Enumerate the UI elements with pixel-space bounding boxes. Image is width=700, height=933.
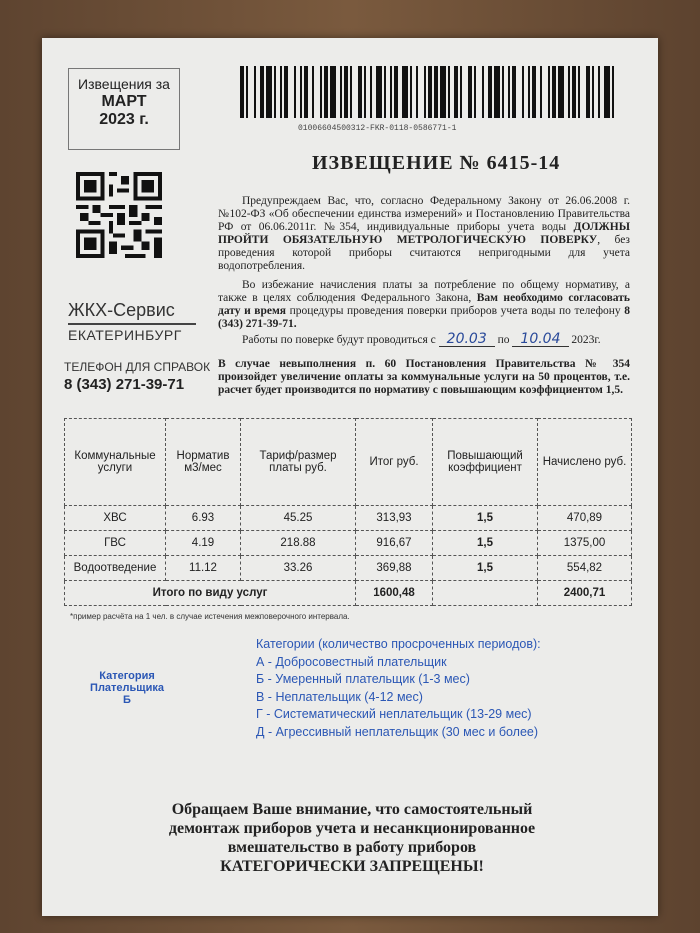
- cell-total: 369,88: [356, 556, 433, 581]
- paragraph-law-bold: ДОЛЖНЫ ПРОЙТИ ОБЯЗАТЕЛЬНУЮ МЕТРОЛОГИЧЕСКУЮ ПОВЕРКУ: [218, 221, 630, 246]
- period-month: МАРТ: [101, 93, 147, 110]
- categories-title: Категории (количество просроченных периодов):: [256, 637, 541, 651]
- cell-coef: 1,5: [433, 556, 538, 581]
- dates-prefix: Работы по поверке будут проводиться с: [242, 334, 436, 346]
- dates-mid: по: [497, 334, 510, 346]
- list-item: В - Неплательщик (4-12 мес): [256, 689, 423, 704]
- cell-service: ХВС: [65, 506, 166, 531]
- notice-title: ИЗВЕЩЕНИЕ № 6415-14: [312, 152, 561, 174]
- cell-tariff: 45.25: [241, 506, 356, 531]
- paragraph-schedule-bold: Вам необходимо согласовать дату и время: [218, 292, 630, 317]
- header-coef: Повышающий коэффициент: [433, 419, 538, 506]
- list-item: Д - Агрессивный неплательщик (30 мес и более): [256, 724, 539, 739]
- cell-norm: 6.93: [166, 506, 241, 531]
- company-logo: [68, 300, 196, 343]
- cell-norm: 11.12: [166, 556, 241, 581]
- table-row: [65, 531, 632, 556]
- period-line1: Извещения за: [78, 76, 170, 92]
- list-item: Г - Систематический неплательщик (13-29 мес): [256, 707, 532, 721]
- dates-suffix: 2023г.: [571, 334, 601, 346]
- table-row: [65, 556, 632, 581]
- header-norm: Норматив м3/мес: [166, 419, 241, 506]
- categories-list: [256, 636, 541, 741]
- list-item: А - Добросовестный плательщик: [256, 654, 447, 669]
- cell-tariff: 218.88: [241, 531, 356, 556]
- cell-charged: 554,82: [538, 556, 632, 581]
- paragraph-law: [218, 195, 630, 273]
- header-total: Итог руб.: [356, 419, 433, 506]
- cell-coef: 1,5: [433, 506, 538, 531]
- cell-total: 916,67: [356, 531, 433, 556]
- date-to: 10.04: [512, 333, 568, 347]
- warning-line2: демонтаж приборов учета и несанкционированное: [168, 820, 536, 837]
- cell-tariff: 33.26: [241, 556, 356, 581]
- payer-category-line1: Категория: [99, 670, 155, 682]
- payer-category: [78, 670, 176, 706]
- paragraph-dates: [218, 333, 630, 347]
- paragraph-law-text: Предупреждаем Вас, что, согласно Федеральному Закону от 26.06.2008 г. №102-ФЗ «Об обеспечении единства измерений» и Постановлению Правительства РФ от 06.06.2011г. №354, индивидуальные приборы учета воды: [218, 195, 630, 233]
- paragraph-law-tail: , без проведения которой приборы считаются непригодными для учета водопотребления.: [218, 234, 630, 272]
- warning-line1: Обращаем Ваше внимание, что самостоятельный: [171, 801, 533, 818]
- phone-label: ТЕЛЕФОН ДЛЯ СПРАВОК: [64, 360, 211, 374]
- paragraph-schedule-phone: 8 (343) 271-39-71.: [218, 305, 630, 330]
- payer-category-line2: Плательщика: [90, 682, 164, 694]
- header-service: Коммунальные услуги: [65, 419, 166, 506]
- period-year: 2023 г.: [99, 111, 149, 128]
- phone-number: 8 (343) 271-39-71: [64, 376, 185, 393]
- header-charged: Начислено руб.: [538, 419, 632, 506]
- list-item: Б - Умеренный плательщик (1-3 мес): [256, 672, 470, 686]
- cell-charged: 1375,00: [538, 531, 632, 556]
- footnote: *пример расчёта на 1 чел. в случае истечения межповерочного интервала.: [70, 612, 350, 621]
- table-header-row: [65, 419, 632, 506]
- header-tariff: Тариф/размер платы руб.: [241, 419, 356, 506]
- cell-coef: 1,5: [433, 531, 538, 556]
- paragraph-schedule-tail: процедуры проведения поверки приборов учета воды по телефону: [286, 305, 625, 317]
- cell-service: Водоотведение: [65, 556, 166, 581]
- company-city: ЕКАТЕРИНБУРГ: [68, 327, 182, 343]
- period-box: [68, 68, 180, 150]
- cell-total: 313,93: [356, 506, 433, 531]
- paragraph-schedule: [218, 279, 630, 331]
- cell-service: ГВС: [65, 531, 166, 556]
- charges-table: [64, 418, 632, 606]
- warning-line4: КАТЕГОРИЧЕСКИ ЗАПРЕЩЕНЫ!: [220, 858, 484, 875]
- date-from: 20.03: [439, 333, 495, 347]
- total-itog: 1600,48: [356, 581, 433, 606]
- qr-code-icon: [76, 172, 162, 258]
- barcode-icon: [240, 66, 614, 118]
- warning-line3: вмешательство в работу приборов: [227, 839, 477, 856]
- total-label: Итого по виду услуг: [65, 581, 356, 606]
- payer-category-value: Б: [123, 694, 131, 706]
- paragraph-penalty: В случае невыполнения п. 60 Постановления Правительства № 354 произойдет увеличение оплаты за коммунальные услуги на 50 процентов, т.е. расчет будет производится по нормативу с повышающим коэффициентом 1,5.: [218, 358, 630, 396]
- barcode-number: 01006604500312-FKR-0118-0586771-1: [298, 124, 457, 133]
- table-row: [65, 506, 632, 531]
- paragraph-schedule-text: Во избежание начисления платы за потребление по общему нормативу, а также в целях соблюдения Федерального Закона,: [218, 279, 630, 304]
- cell-charged: 470,89: [538, 506, 632, 531]
- total-empty: [433, 581, 538, 606]
- notice-paper: [42, 38, 658, 916]
- cell-norm: 4.19: [166, 531, 241, 556]
- company-name: ЖКХ-Сервис: [68, 300, 196, 325]
- total-charged: 2400,71: [538, 581, 632, 606]
- table-total-row: [65, 581, 632, 606]
- warning-text: [102, 800, 602, 876]
